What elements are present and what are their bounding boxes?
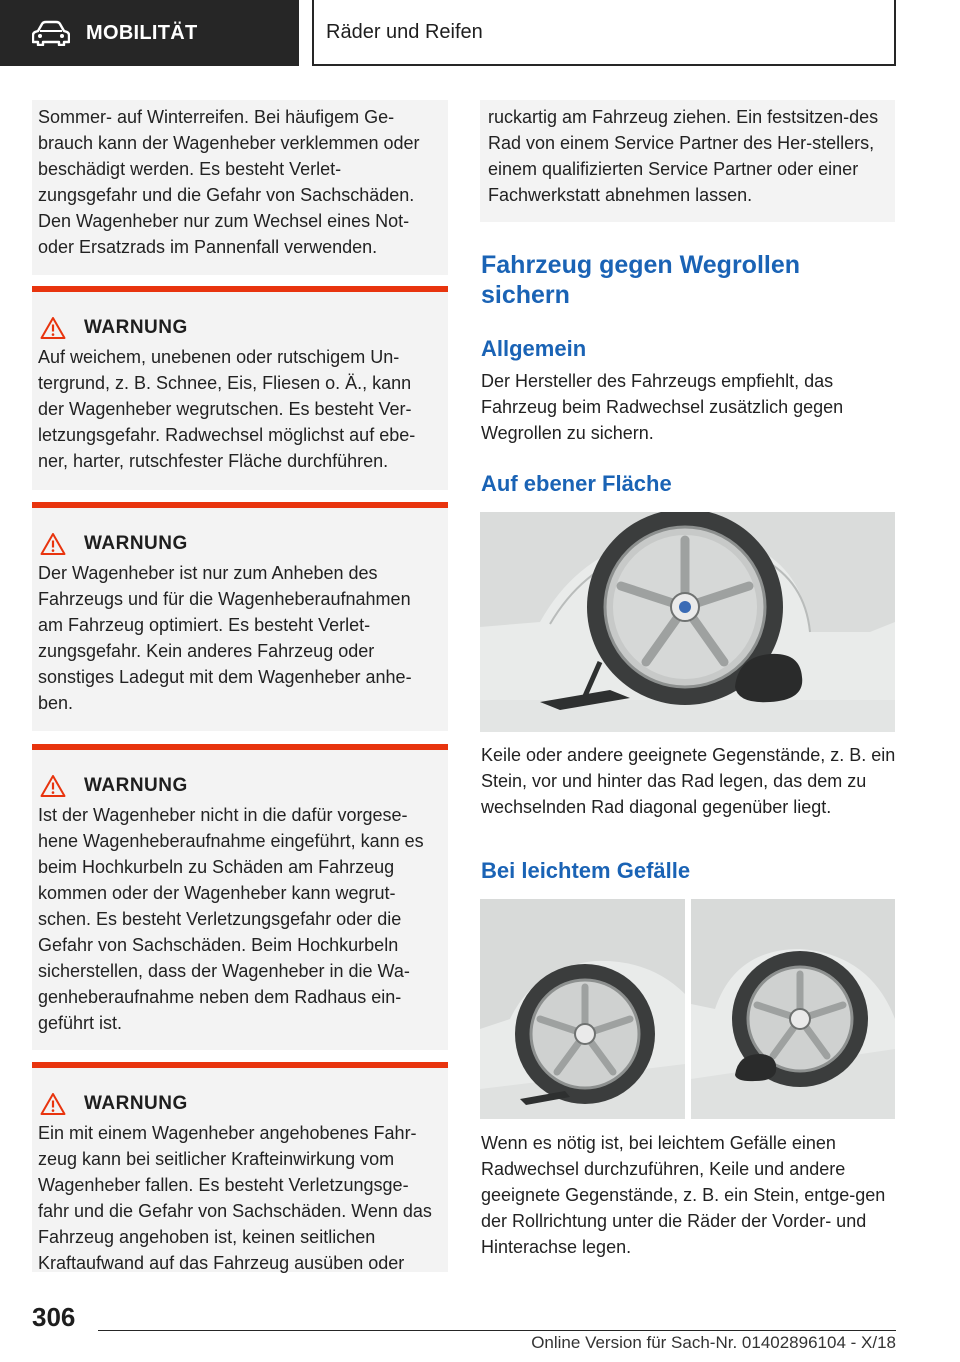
warning-title: WARNUNG bbox=[84, 775, 188, 796]
footer-divider bbox=[98, 1330, 896, 1331]
paragraph-gefaelle: Wenn es nötig ist, bei leichtem Gefälle einen Radwechsel durchzuführen, Keile und andere geeignete Gegenstände, z. B. ein Stein, entge-gen der Rollrichtung unter die Räder der Vorder- und Hinterachse legen. bbox=[481, 1133, 886, 1257]
continued-warning-box bbox=[480, 100, 895, 222]
warning-triangle-icon bbox=[40, 316, 66, 340]
figure-slope bbox=[480, 899, 895, 1119]
wheel-chock-illustration bbox=[480, 512, 895, 732]
warning-box-2 bbox=[32, 502, 448, 731]
chapter-label: Räder und Reifen bbox=[326, 20, 483, 43]
warning-text: Auf weichem, unebenen oder rutschigem Un-tergrund, z. B. Schnee, Eis, Fliesen o. Ä., kann der Wagenheber wegrutschen. Es besteht Ver-letzungsgefahr. Radwechsel möglichst auf ebe-ner, harter, rutschfester Fläche durchführen. bbox=[38, 347, 416, 471]
page-number: 306 bbox=[32, 1302, 76, 1332]
continued-warning-text: ruckartig am Fahrzeug ziehen. Ein festsitzen-des Rad von einem Service Partner des Her-stellers, einem qualifizierten Service Partner oder einer Fachwerkstatt abnehmen lassen. bbox=[488, 107, 879, 205]
warning-text: Der Wagenheber ist nur zum Anheben des Fahrzeugs und für die Wagenheberaufnahmen am Fahrzeug optimiert. Es besteht Verlet-zungsgefahr. Kein anderes Fahrzeug oder sonstiges Ladegut mit dem Wagenheber anhe-ben. bbox=[38, 563, 412, 713]
paragraph-allgemein: Der Hersteller des Fahrzeugs empfiehlt, das Fahrzeug beim Radwechsel zusätzlich gegen Wegrollen zu sichern. bbox=[481, 371, 844, 443]
slope-chock-illustration bbox=[480, 899, 895, 1119]
subheading-ebene-flaeche: Auf ebener Fläche bbox=[481, 471, 672, 496]
car-icon bbox=[32, 20, 70, 46]
warning-triangle-icon bbox=[40, 1092, 66, 1116]
warning-title: WARNUNG bbox=[84, 1093, 188, 1114]
warning-box-1 bbox=[32, 286, 448, 490]
warning-triangle-icon bbox=[40, 774, 66, 798]
warning-box-4 bbox=[32, 1062, 448, 1272]
subheading-allgemein: Allgemein bbox=[481, 336, 587, 361]
intro-text: Sommer- auf Winterreifen. Bei häufigem Ge-brauch kann der Wagenheber verklemmen oder beschädigt werden. Es besteht Verlet-zungsgefahr und die Gefahr von Sachschäden. Den Wagenheber nur zum Wechsel eines Not- oder Ersatzrads im Pannenfall verwenden. bbox=[38, 107, 420, 257]
paragraph-ebene-flaeche: Keile oder andere geeignete Gegenstände, z. B. ein Stein, vor und hinter das Rad legen, das dem zu wechselnden Rad diagonal gegenüber liegt. bbox=[481, 745, 896, 817]
figure-flat-ground bbox=[480, 512, 895, 732]
section-tab bbox=[0, 0, 299, 66]
section-heading: Fahrzeug gegen Wegrollen sichern bbox=[481, 251, 801, 309]
subheading-gefaelle: Bei leichtem Gefälle bbox=[481, 858, 691, 883]
chapter-tab bbox=[312, 0, 896, 66]
intro-box bbox=[32, 100, 448, 275]
warning-text: Ein mit einem Wagenheber angehobenes Fahr-zeug kann bei seitlicher Krafteinwirkung vom Wagenheber fallen. Es besteht Verletzungsge-fahr und die Gefahr von Sachschäden. Wenn das Fahrzeug angehoben ist, keinen seitlichen Kraftaufwand auf das Fahrzeug ausüben oder bbox=[38, 1123, 432, 1273]
footer-version: Online Version für Sach-Nr. 01402896104 - X/18 bbox=[531, 1333, 896, 1352]
warning-title: WARNUNG bbox=[84, 317, 188, 338]
warning-text: Ist der Wagenheber nicht in die dafür vorgese-hene Wagenheberaufnahme eingeführt, kann es beim Hochkurbeln zu Schäden am Fahrzeug kommen oder der Wagenheber kann wegrut-schen. Es besteht Verletzungsgefahr oder die Gefahr von Sachschäden. Beim Hochkurbeln sicherstellen, dass der Wagenheber in die Wa-genheberaufnahme neben dem Radhaus ein-geführt ist. bbox=[38, 805, 424, 1033]
warning-triangle-icon bbox=[40, 532, 66, 556]
warning-title: WARNUNG bbox=[84, 533, 188, 554]
warning-box-3 bbox=[32, 744, 448, 1050]
section-label: MOBILITÄT bbox=[86, 21, 198, 44]
